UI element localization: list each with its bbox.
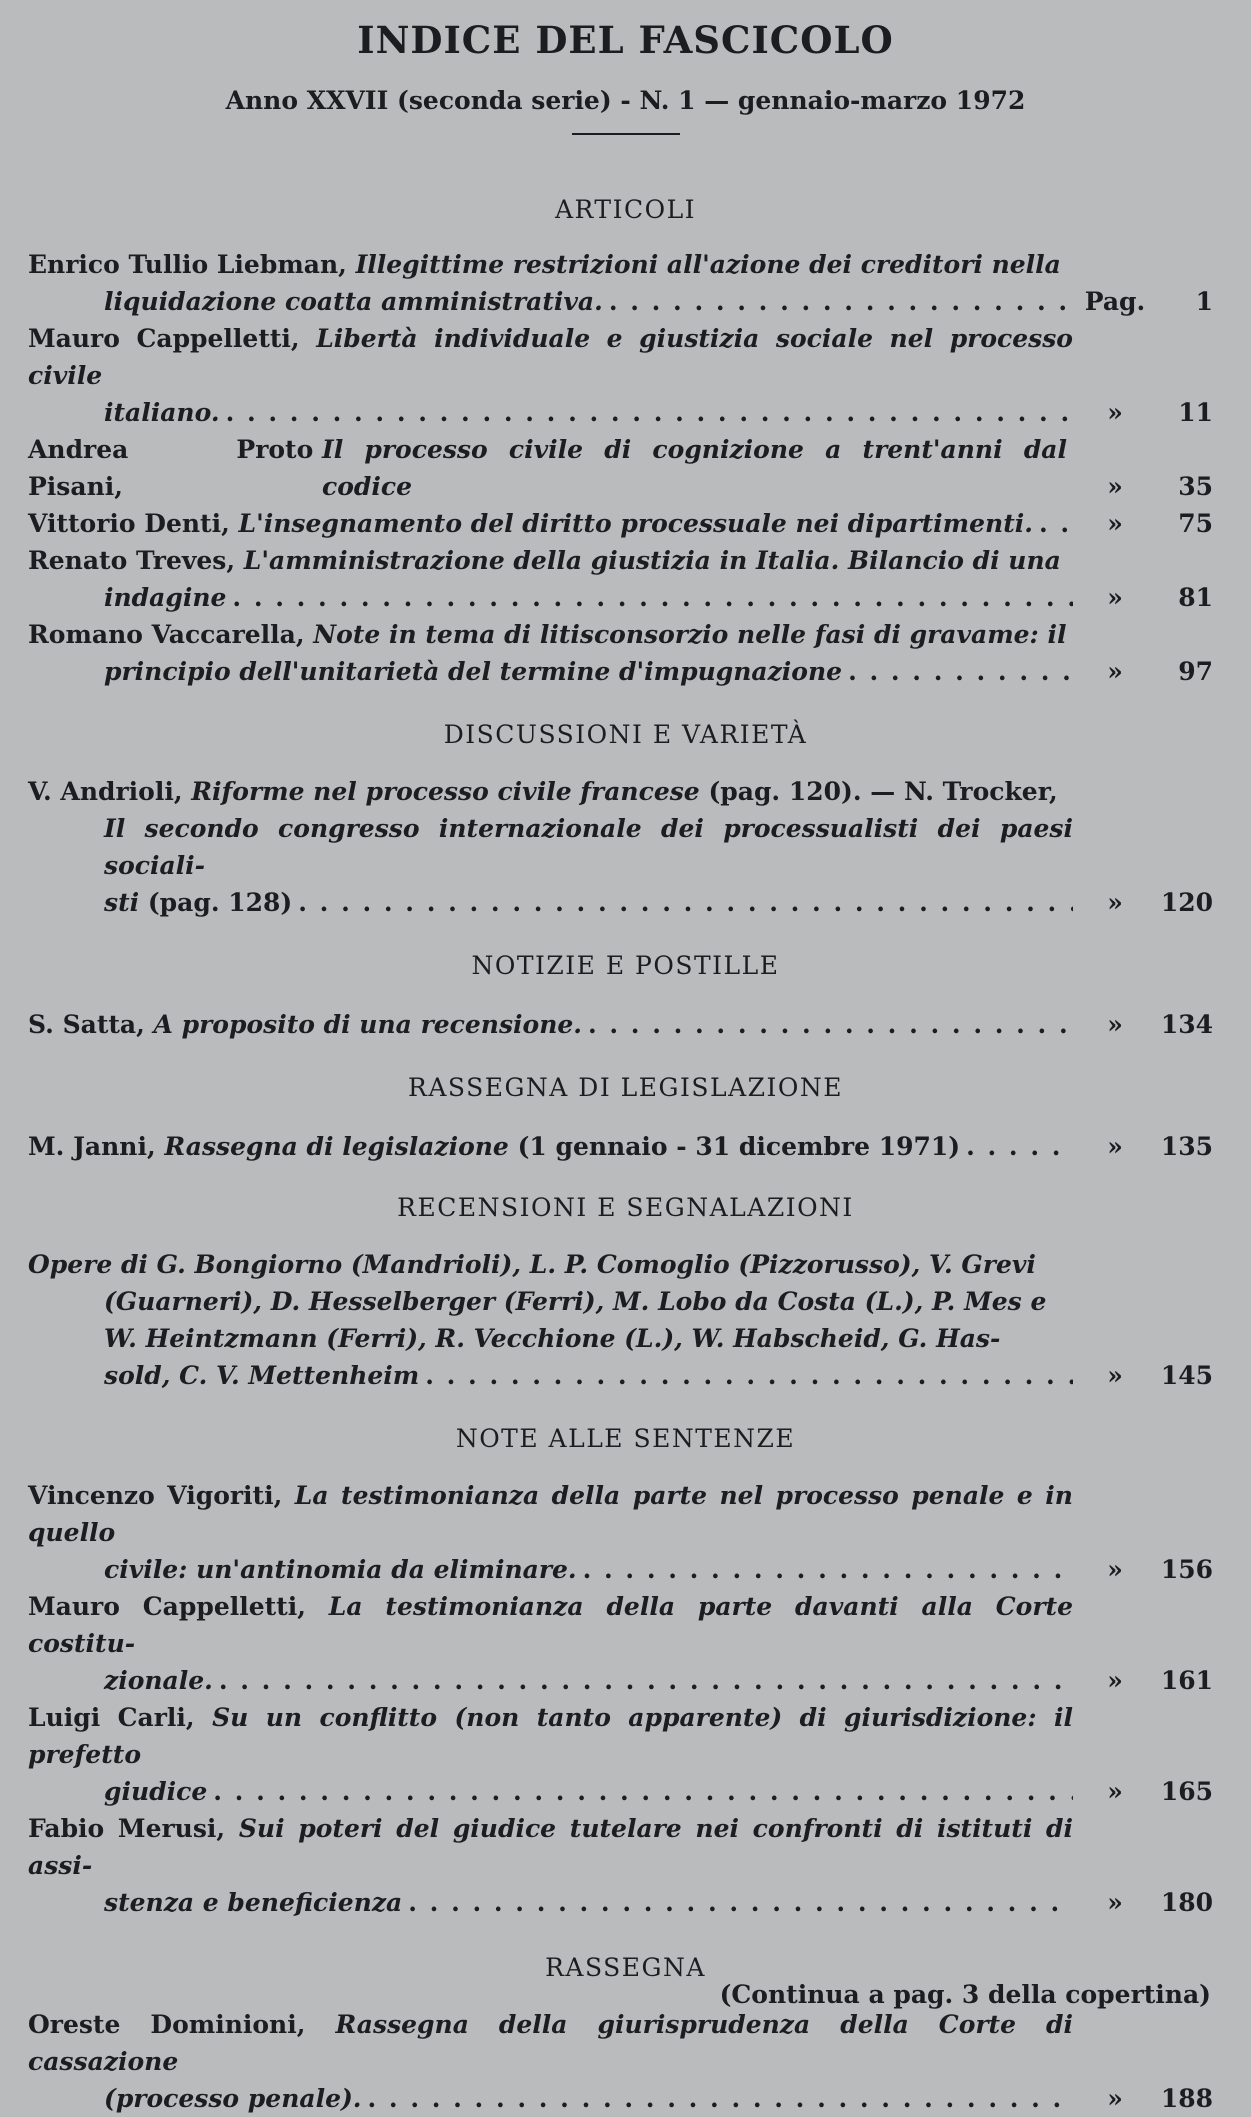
entry-title-cont: Il secondo congresso internazionale dei processualisti dei paesi sociali- bbox=[104, 814, 1073, 880]
ditto-mark: » bbox=[1107, 1132, 1123, 1161]
dot-leader bbox=[1039, 505, 1073, 542]
continuation-note: (Continua a pag. 3 della copertina) bbox=[719, 1980, 1211, 2009]
section-heading: NOTE ALLE SENTENZE bbox=[455, 1424, 796, 1453]
entry-title-cont: principio dell'unitarietà del termine d'impugnazione bbox=[104, 657, 843, 686]
entry-title: Il processo civile di cognizione a trent'anni dal codice bbox=[322, 435, 1067, 501]
entry-title: La testimonianza della parte davanti alla Corte costitu- bbox=[28, 1592, 1073, 1658]
entry-author: Oreste Dominioni, bbox=[28, 2010, 306, 2039]
entry-title: Riforme nel processo civile francese bbox=[191, 777, 700, 806]
ditto-mark: » bbox=[1107, 509, 1123, 538]
page-number: 81 bbox=[1178, 583, 1213, 612]
entry-title: Rassegna della giurisprudenza della Corte di cassazione bbox=[28, 2010, 1073, 2076]
page-number: 145 bbox=[1160, 1361, 1213, 1390]
dot-leader bbox=[408, 1884, 1073, 1921]
ditto-mark: » bbox=[1107, 1666, 1123, 1695]
section-heading: RECENSIONI E SEGNALAZIONI bbox=[397, 1193, 854, 1222]
page-number: 75 bbox=[1178, 509, 1213, 538]
page-number: 156 bbox=[1160, 1555, 1213, 1584]
dot-leader bbox=[588, 1006, 1073, 1043]
dot-leader bbox=[232, 579, 1073, 616]
ditto-mark: » bbox=[1107, 657, 1123, 686]
toc-entry bbox=[28, 320, 1223, 431]
dot-leader bbox=[368, 2080, 1073, 2117]
entry-title-cont: zionale. bbox=[104, 1666, 213, 1695]
dot-leader bbox=[425, 1357, 1073, 1394]
entry-author: Romano Vaccarella, bbox=[28, 620, 305, 649]
entry-author: S. Satta, bbox=[28, 1010, 145, 1039]
entry-title: Rassegna di legislazione bbox=[164, 1132, 509, 1161]
entry-title: L'amministrazione della giustizia in Italia. Bilancio di una bbox=[243, 546, 1061, 575]
entry-author: V. Andrioli, bbox=[28, 777, 183, 806]
toc-entry bbox=[28, 542, 1223, 616]
ditto-mark: » bbox=[1107, 398, 1123, 427]
entry-title: La testimonianza della parte nel processo penale e in quello bbox=[28, 1481, 1073, 1547]
page-number: 1 bbox=[1195, 287, 1213, 316]
title-rule bbox=[572, 133, 680, 135]
toc-entry bbox=[28, 616, 1223, 690]
dot-leader bbox=[609, 283, 1073, 320]
entry-title-cont: civile: un'antinomia da eliminare. bbox=[104, 1555, 577, 1584]
entry-title: Sui poteri del giudice tutelare nei confronti di istituti di assi- bbox=[28, 1814, 1073, 1880]
entry-author: Luigi Carli, bbox=[28, 1703, 195, 1732]
dot-leader bbox=[298, 884, 1073, 921]
dot-leader bbox=[848, 653, 1073, 690]
entry-author: Andrea Proto Pisani, bbox=[28, 435, 314, 501]
entry-title-cont: W. Heintzmann (Ferri), R. Vecchione (L.), W. Habscheid, G. Has- bbox=[104, 1324, 1001, 1353]
entry-title-cont: italiano. bbox=[104, 398, 220, 427]
section-heading: DISCUSSIONI E VARIETÀ bbox=[443, 720, 808, 749]
entry-title-cont: sold, C. V. Mettenheim bbox=[104, 1361, 420, 1390]
toc-entry bbox=[28, 1006, 1223, 1043]
entry-note: (pag. 120). — N. Trocker, bbox=[708, 777, 1058, 806]
section-heading: ARTICOLI bbox=[554, 195, 697, 224]
dot-leader bbox=[966, 1128, 1073, 1165]
entry-title: A proposito di una recensione. bbox=[153, 1010, 582, 1039]
section-notizie bbox=[28, 951, 1223, 1043]
ditto-mark: » bbox=[1107, 888, 1123, 917]
section-rassegna bbox=[28, 1953, 1223, 2117]
ditto-mark: » bbox=[1107, 1361, 1123, 1390]
ditto-mark: » bbox=[1107, 472, 1123, 501]
toc-entry bbox=[28, 1588, 1223, 1699]
page-number: 135 bbox=[1160, 1132, 1213, 1161]
section-discussioni bbox=[28, 720, 1223, 921]
entry-title: Note in tema di litisconsorzio nelle fasi di gravame: il bbox=[313, 620, 1067, 649]
entry-title-cont: giudice bbox=[104, 1777, 208, 1806]
page-title: INDICE DEL FASCICOLO bbox=[357, 18, 894, 62]
ditto-mark: » bbox=[1107, 583, 1123, 612]
toc-entry bbox=[28, 505, 1223, 542]
entry-title-cont: (Guarneri), D. Hesselberger (Ferri), M. Lobo da Costa (L.), P. Mes e bbox=[104, 1287, 1047, 1316]
toc-entry bbox=[28, 1699, 1223, 1810]
entry-title-cont: liquidazione coatta amministrativa. bbox=[104, 287, 603, 316]
entry-note: (pag. 128) bbox=[147, 888, 293, 917]
toc-entry bbox=[28, 246, 1223, 320]
section-heading: RASSEGNA bbox=[545, 1953, 706, 1982]
page-number: 11 bbox=[1178, 398, 1213, 427]
section-articoli bbox=[28, 195, 1223, 690]
ditto-mark: » bbox=[1107, 1777, 1123, 1806]
page-label: Pag. bbox=[1084, 287, 1146, 316]
entry-title: Libertà individuale e giustizia sociale nel processo civile bbox=[28, 324, 1073, 390]
dot-leader bbox=[213, 1773, 1073, 1810]
entry-author: Vincenzo Vigoriti, bbox=[28, 1481, 283, 1510]
page-number: 35 bbox=[1178, 472, 1213, 501]
section-note-sentenze bbox=[28, 1424, 1223, 1921]
entry-note: (1 gennaio - 31 dicembre 1971) bbox=[517, 1132, 961, 1161]
entry-author: Mauro Cappelletti, bbox=[28, 1592, 306, 1621]
section-heading: NOTIZIE E POSTILLE bbox=[471, 951, 780, 980]
page-number: 97 bbox=[1178, 657, 1213, 686]
toc-entry bbox=[28, 431, 1223, 505]
entry-author: Fabio Merusi, bbox=[28, 1814, 226, 1843]
ditto-mark: » bbox=[1107, 1888, 1123, 1917]
toc-entry bbox=[28, 1246, 1223, 1394]
toc-entry bbox=[28, 1128, 1223, 1165]
entry-title: Su un conflitto (non tanto apparente) di giurisdizione: il prefetto bbox=[28, 1703, 1073, 1769]
section-recensioni bbox=[28, 1193, 1223, 1394]
page-number: 188 bbox=[1160, 2084, 1213, 2113]
section-heading: RASSEGNA DI LEGISLAZIONE bbox=[408, 1073, 843, 1102]
dot-leader bbox=[219, 1662, 1073, 1699]
ditto-mark: » bbox=[1107, 2084, 1123, 2113]
toc-entry bbox=[28, 773, 1223, 921]
entry-author: Renato Treves, bbox=[28, 546, 236, 575]
entry-title: L'insegnamento del diritto processuale nei dipartimenti. bbox=[238, 509, 1033, 538]
page-number: 134 bbox=[1160, 1010, 1213, 1039]
toc-entry bbox=[28, 1477, 1223, 1588]
toc-entry bbox=[28, 2006, 1223, 2117]
entry-title-cont: sti bbox=[104, 888, 140, 917]
section-legislazione bbox=[28, 1073, 1223, 1165]
entry-author: Vittorio Denti, bbox=[28, 509, 230, 538]
dot-leader bbox=[583, 1551, 1073, 1588]
page-number: 161 bbox=[1160, 1666, 1213, 1695]
entry-title: Illegittime restrizioni all'azione dei creditori nella bbox=[355, 250, 1061, 279]
entry-title: Opere di G. Bongiorno (Mandrioli), L. P. Comoglio (Pizzorusso), V. Grevi bbox=[28, 1250, 1036, 1279]
page-number: 120 bbox=[1160, 888, 1213, 917]
entry-title-cont: (processo penale). bbox=[104, 2084, 362, 2113]
ditto-mark: » bbox=[1107, 1555, 1123, 1584]
page-number: 165 bbox=[1160, 1777, 1213, 1806]
entry-title-cont: indagine bbox=[104, 583, 227, 612]
toc-entry bbox=[28, 1810, 1223, 1921]
entry-author: Mauro Cappelletti, bbox=[28, 324, 300, 353]
issue-subtitle: Anno XXVII (seconda serie) - N. 1 — gennaio-marzo 1972 bbox=[225, 86, 1026, 115]
ditto-mark: » bbox=[1107, 1010, 1123, 1039]
entry-author: M. Janni, bbox=[28, 1132, 156, 1161]
page-number: 180 bbox=[1160, 1888, 1213, 1917]
entry-title-cont: stenza e beneficienza bbox=[104, 1888, 403, 1917]
dot-leader bbox=[226, 394, 1073, 431]
entry-author: Enrico Tullio Liebman, bbox=[28, 250, 347, 279]
